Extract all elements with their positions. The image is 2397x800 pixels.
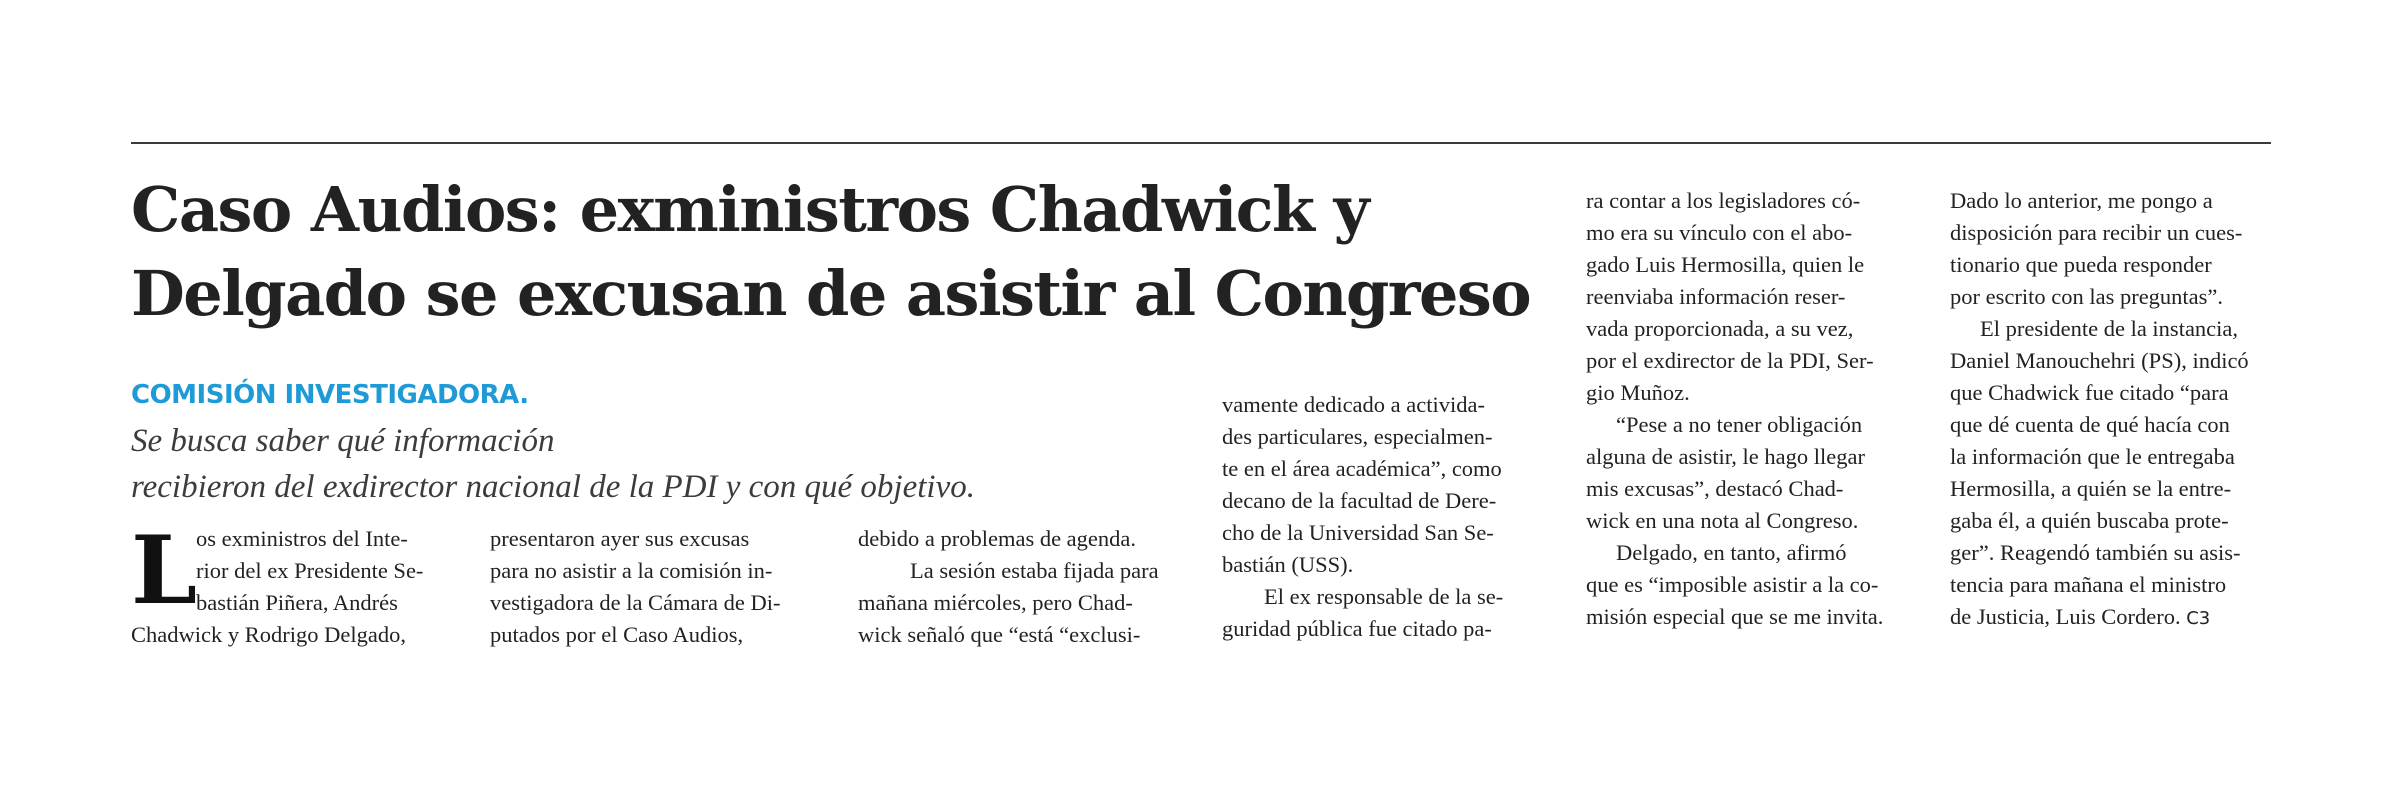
text-line: Dado lo anterior, me pongo a — [1950, 188, 2213, 213]
text-line: La sesión estaba fijada para — [910, 558, 1159, 583]
text-line: mo era su vínculo con el abo- — [1586, 220, 1853, 245]
text-line: El presidente de la instancia, — [1980, 316, 2239, 341]
text-line: Chadwick y Rodrigo Delgado, — [131, 622, 406, 647]
text-line: por el exdirector de la PDI, Ser- — [1586, 348, 1874, 373]
deck — [131, 372, 1231, 510]
text-line: presentaron ayer sus excusas — [490, 526, 750, 551]
text-line: por escrito con las preguntas”. — [1950, 284, 2224, 309]
text-line: que Chadwick fue citado “para — [1950, 380, 2229, 405]
headline — [131, 168, 1551, 336]
text-line: “Pese a no tener obligación — [1616, 412, 1863, 437]
text-line — [1950, 601, 2280, 635]
text-line: des particulares, especialmen- — [1222, 424, 1493, 449]
text-line: wick en una nota al Congreso. — [1586, 508, 1859, 533]
text-line: mis excusas”, destacó Chad- — [1586, 476, 1844, 501]
text-line: wick señaló que “está “exclusi- — [858, 622, 1141, 647]
deck-line — [131, 372, 1231, 464]
text-line: que es “imposible asistir a la co- — [1586, 572, 1879, 597]
text-line: vamente dedicado a activida- — [1222, 392, 1485, 417]
article-column-3 — [858, 523, 1188, 651]
text-line: Delgado, en tanto, afirmó — [1616, 540, 1847, 565]
article-column-4 — [1222, 389, 1552, 645]
article-column-6 — [1950, 185, 2280, 635]
text-line: vestigadora de la Cámara de Di- — [490, 590, 781, 615]
text-line: disposición para recibir un cues- — [1950, 220, 2243, 245]
text-line: El ex responsable de la se- — [1264, 584, 1504, 609]
end-mark: C3 — [2186, 608, 2211, 629]
text-line: debido a problemas de agenda. — [858, 526, 1137, 551]
text-line: misión especial que se me invita. — [1586, 604, 1884, 629]
deck-text: Se busca saber qué información — [131, 423, 555, 459]
text-line: os exministros del Inte- — [196, 526, 408, 551]
drop-cap: L — [131, 516, 198, 626]
article-column-2 — [490, 523, 820, 651]
text-line: gio Muñoz. — [1586, 380, 1690, 405]
last-line-text: de Justicia, Luis Cordero. — [1950, 604, 2181, 629]
top-rule — [131, 142, 2271, 144]
article-column-5 — [1586, 185, 1916, 633]
text-line: cho de la Universidad San Se- — [1222, 520, 1494, 545]
text-line: que dé cuenta de qué hacía con — [1950, 412, 2230, 437]
section-label: COMISIÓN INVESTIGADORA. — [131, 380, 529, 410]
text-line: ra contar a los legisladores có- — [1586, 188, 1861, 213]
text-line: tencia para mañana el ministro — [1950, 572, 2227, 597]
text-line: vada proporcionada, a su vez, — [1586, 316, 1854, 341]
article-column-1 — [131, 523, 456, 651]
text-line: Hermosilla, a quién se la entre- — [1950, 476, 2232, 501]
text-line: mañana miércoles, pero Chad- — [858, 590, 1133, 615]
text-line: rior del ex Presidente Se- — [196, 558, 424, 583]
text-line: putados por el Caso Audios, — [490, 622, 744, 647]
headline-line: Caso Audios: exministros Chadwick y — [131, 173, 1369, 246]
text-line: la información que le entregaba — [1950, 444, 2235, 469]
text-line: para no asistir a la comisión in- — [490, 558, 773, 583]
deck-line: recibieron del exdirector nacional de la PDI y con qué objetivo. — [131, 469, 975, 505]
text-line: bastián (USS). — [1222, 552, 1354, 577]
text-line: te en el área académica”, como — [1222, 456, 1502, 481]
text-line: bastián Piñera, Andrés — [196, 590, 398, 615]
text-line: tionario que pueda responder — [1950, 252, 2212, 277]
text-line: gado Luis Hermosilla, quien le — [1586, 252, 1865, 277]
text-line: gaba él, a quién buscaba prote- — [1950, 508, 2229, 533]
text-line: ger”. Reagendó también su asis- — [1950, 540, 2241, 565]
text-line: reenviaba información reser- — [1586, 284, 1846, 309]
text-line: guridad pública fue citado pa- — [1222, 616, 1492, 641]
text-line: alguna de asistir, le hago llegar — [1586, 444, 1865, 469]
text-line: decano de la facultad de Dere- — [1222, 488, 1497, 513]
headline-line: Delgado se excusan de asistir al Congreso — [131, 257, 1531, 330]
text-line: Daniel Manouchehri (PS), indicó — [1950, 348, 2249, 373]
